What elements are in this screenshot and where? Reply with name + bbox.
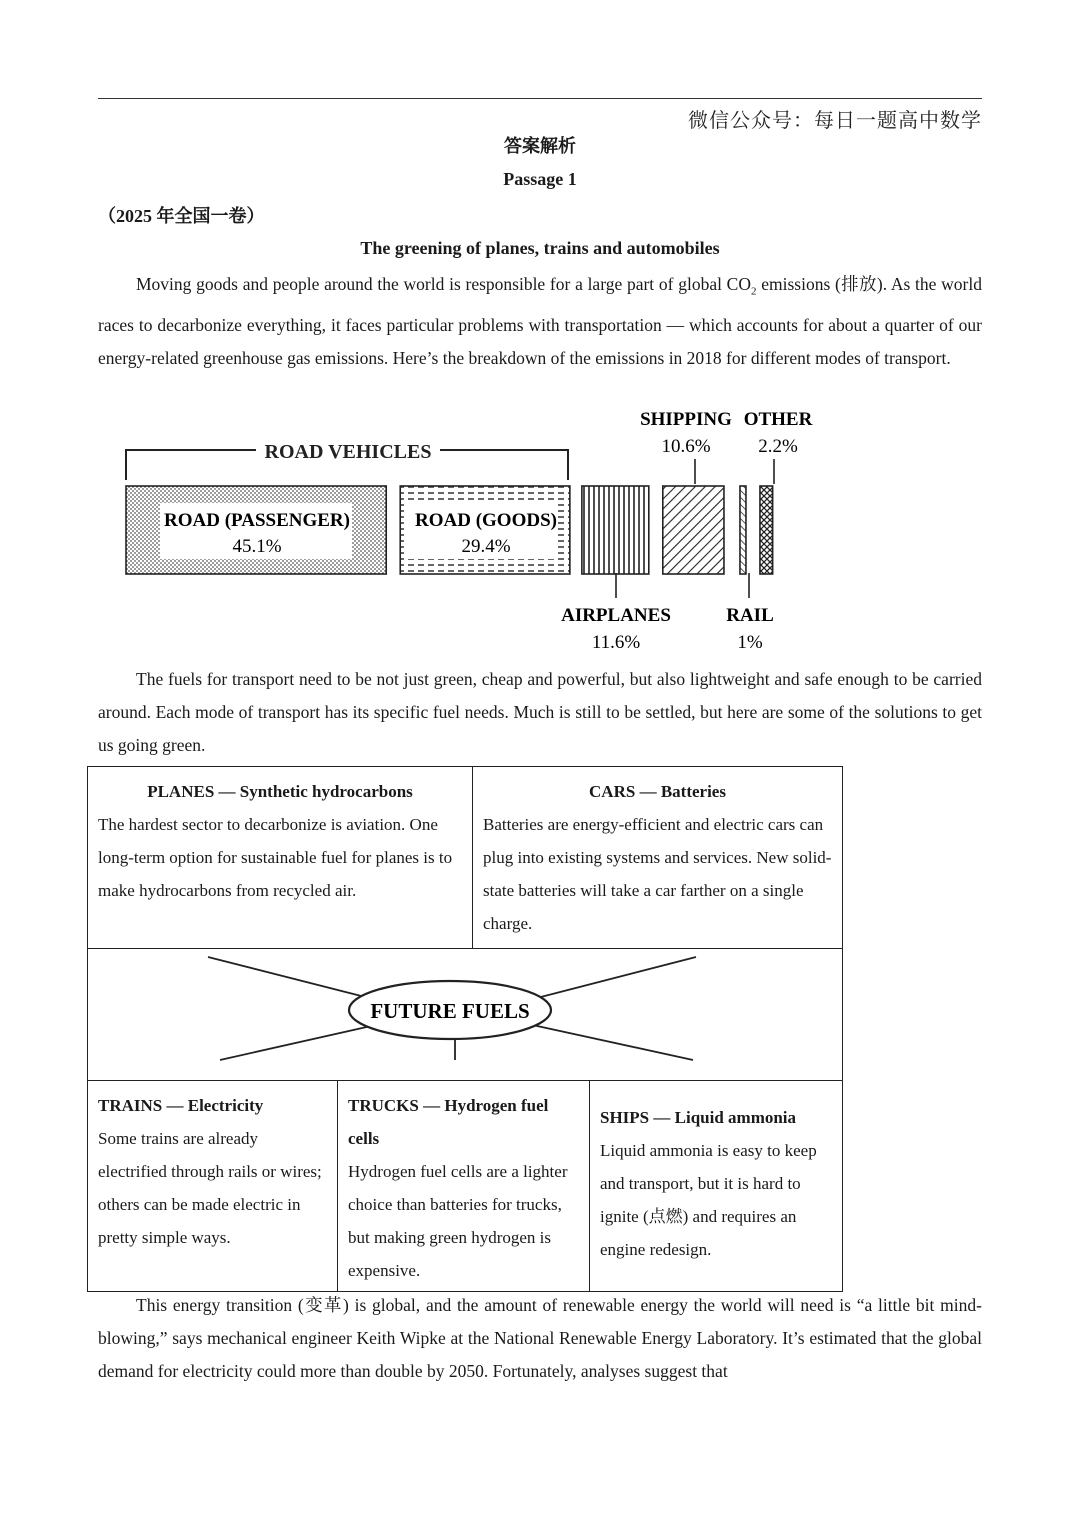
article-title: The greening of planes, trains and automobiles xyxy=(360,238,720,258)
trains-cell xyxy=(88,1081,338,1291)
bar-label-road-passenger: ROAD (PASSENGER) xyxy=(164,510,350,531)
bar-label-rail: RAIL xyxy=(726,605,774,626)
emissions-chart xyxy=(98,400,858,660)
cars-cell xyxy=(473,767,843,949)
section-title: 答案解析 xyxy=(504,136,576,156)
trucks-title: TRUCKS — Hydrogen fuel cells xyxy=(348,1096,549,1148)
cars-body: Batteries are energy-efficient and electric cars can plug into existing systems and services. New solid-state batteries will take a car farther on a single charge. xyxy=(483,815,832,933)
bar-airplanes xyxy=(582,486,649,574)
planes-cell xyxy=(88,767,473,949)
bar-value-rail: 1% xyxy=(737,632,763,653)
bar-rail xyxy=(740,486,746,574)
header-rule xyxy=(98,98,982,99)
trains-body: Some trains are already electrified through rails or wires; others can be made electric in pretty simple ways. xyxy=(98,1129,322,1247)
ships-body: Liquid ammonia is easy to keep and transport, but it is hard to ignite (点燃) and requires an engine redesign. xyxy=(600,1141,817,1259)
bar-value-road-goods: 29.4% xyxy=(461,536,511,557)
bar-value-airplanes: 11.6% xyxy=(591,632,641,653)
paragraph-3: This energy transition (变革) is global, and the amount of renewable energy the world will need is “a little bit mind-blowing,” says mechanical engineer Keith Wipke at the National Renewable Energy Laboratory. It’s estimated that the global demand for electricity could more than double by 2050. Fortunately, analyses suggest that xyxy=(98,1295,982,1381)
bar-label-other: OTHER xyxy=(743,409,813,430)
future-fuels-diagram xyxy=(88,949,840,1079)
ships-title: SHIPS — Liquid ammonia xyxy=(600,1108,797,1127)
planes-body: The hardest sector to decarbonize is aviation. One long-term option for sustainable fuel for planes is to make hydrocarbons from recycled air. xyxy=(98,815,453,900)
bar-other xyxy=(760,486,773,574)
bar-label-airplanes: AIRPLANES xyxy=(561,605,671,626)
future-fuels-diagram-cell xyxy=(88,949,843,1081)
bottom-row xyxy=(88,1081,843,1292)
trucks-body: Hydrogen fuel cells are a lighter choice than batteries for trucks, but making green hydrogen is expensive. xyxy=(348,1162,568,1280)
future-fuels-label: FUTURE FUELS xyxy=(370,999,530,1023)
ships-cell xyxy=(590,1081,842,1291)
wechat-account: 微信公众号：每日一题高中数学 xyxy=(688,108,982,132)
bar-value-shipping: 10.6% xyxy=(661,436,711,457)
cars-title: CARS — Batteries xyxy=(589,782,726,801)
bar-shipping xyxy=(663,486,724,574)
future-fuels-table xyxy=(87,766,843,1292)
trains-title: TRAINS — Electricity xyxy=(98,1096,264,1115)
bar-value-road-passenger: 45.1% xyxy=(232,536,282,557)
bar-label-road-goods: ROAD (GOODS) xyxy=(415,510,557,531)
road-vehicles-label: ROAD VEHICLES xyxy=(264,441,432,463)
bar-value-other: 2.2% xyxy=(758,436,798,457)
bar-label-shipping: SHIPPING xyxy=(640,409,732,430)
paragraph-1: Moving goods and people around the world is responsible for a large part of global $CO_2$ emissions (排放). As the world races to decarbonize everything, it faces particular problems with transportation — which accounts for about a quarter of our energy-related greenhouse gas emissions. Here’s the breakdown of the emissions in 2018 for different modes of transport. xyxy=(98,274,982,368)
source-label: （2025 年全国一卷） xyxy=(98,206,265,226)
passage-label: Passage 1 xyxy=(503,169,577,189)
trucks-cell xyxy=(338,1081,590,1291)
paragraph-2: The fuels for transport need to be not just green, cheap and powerful, but also lightweight and safe enough to be carried around. Each mode of transport has its specific fuel needs. Much is still to be settled, but here are some of the solutions to get us going green. xyxy=(98,669,982,755)
planes-title: PLANES — Synthetic hydrocarbons xyxy=(147,782,413,801)
